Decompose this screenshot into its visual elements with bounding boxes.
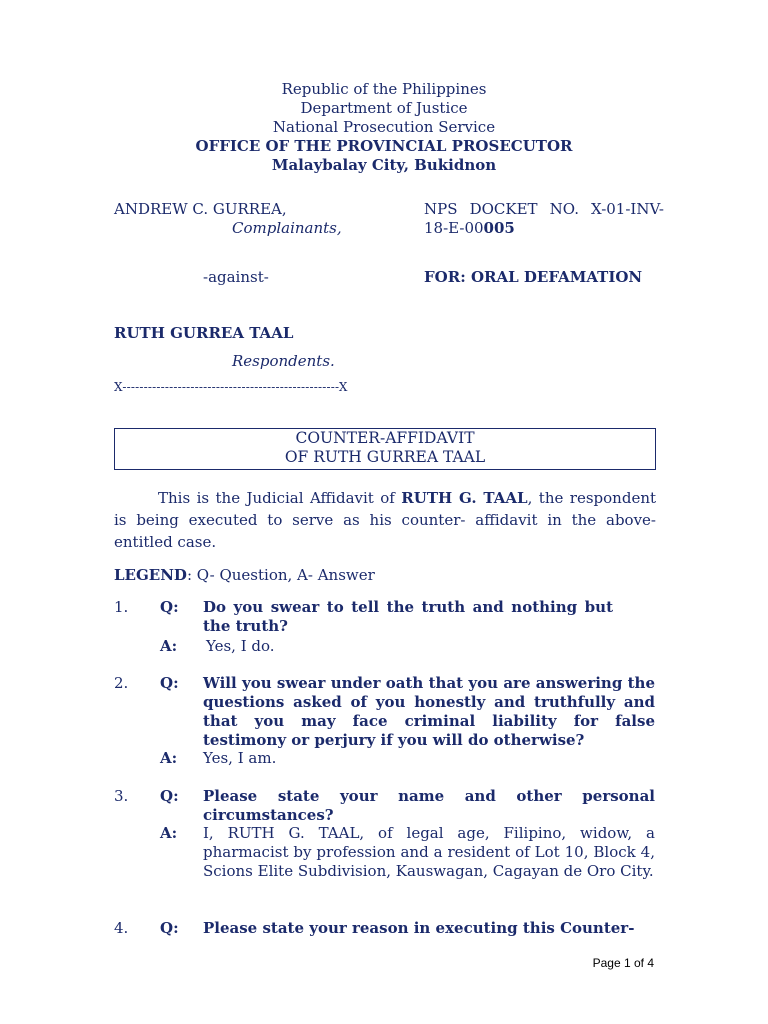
item-number: 4. — [114, 919, 129, 937]
answer-label: A: — [160, 749, 178, 767]
question-label: Q: — [160, 787, 179, 805]
against-label: -against- — [203, 268, 269, 286]
answer-label: A: — [160, 637, 178, 655]
caption-separator: X---------------------------------------------------X — [114, 380, 348, 394]
question-text: Please state your name and other personal circumstances? — [203, 787, 655, 824]
answer-label: A: — [160, 824, 178, 842]
item-number: 3. — [114, 787, 129, 805]
header-city: Malaybalay City, Bukidnon — [271, 156, 497, 174]
answer-text: Yes, I do. — [206, 637, 275, 655]
question-label: Q: — [160, 598, 179, 616]
intro-paragraph: This is the Judicial Affidavit of RUTH G. TAAL, the respondent is being executed to serve as his counter- affidavit in the above-entitled case. — [114, 489, 657, 551]
answer-text: I, RUTH G. TAAL, of legal age, Filipino, widow, a pharmacist by profession and a resident of Lot 10, Block 4, Scions Elite Subdivision, Kauswagan, Cagayan de Oro City. — [203, 824, 655, 880]
respondent-name-inline: RUTH G. TAAL — [401, 489, 528, 507]
header-office: OFFICE OF THE PROVINCIAL PROSECUTOR — [195, 137, 573, 155]
question-text: Will you swear under oath that you are answering the questions asked of you honestly and truthfully and that you may face criminal liability for false testimony or perjury if you will do otherwise? — [203, 674, 655, 749]
answer-text: Yes, I am. — [203, 749, 277, 767]
question-text: Please state your reason in executing this Counter- — [203, 919, 635, 937]
header-department: Department of Justice — [300, 99, 468, 117]
item-number: 1. — [114, 598, 129, 616]
header-service: National Prosecution Service — [272, 118, 496, 136]
complainant-role: Complainants, — [232, 219, 342, 237]
item-number: 2. — [114, 674, 129, 692]
complainant-name: ANDREW C. GURREA, — [114, 200, 287, 218]
document-title-box — [114, 428, 656, 470]
page-number: Page 1 of 4 — [592, 956, 654, 970]
respondent-role: Respondents. — [232, 352, 335, 370]
document-title-line2: OF RUTH GURREA TAAL — [284, 448, 486, 466]
legend: LEGEND: Q- Question, A- Answer — [114, 566, 375, 584]
docket-line1: NPS DOCKET NO. X-01-INV- — [424, 200, 664, 218]
question-label: Q: — [160, 674, 179, 692]
question-label: Q: — [160, 919, 179, 937]
for-charge: FOR: ORAL DEFAMATION — [424, 268, 643, 286]
docket-line2: 18-E-00005 — [424, 219, 515, 237]
question-text: Do you swear to tell the truth and nothing but the truth? — [203, 598, 613, 635]
document-title-line1: COUNTER-AFFIDAVIT — [295, 429, 475, 447]
respondent-name: RUTH GURREA TAAL — [114, 324, 294, 342]
header-republic: Republic of the Philippines — [281, 80, 487, 98]
